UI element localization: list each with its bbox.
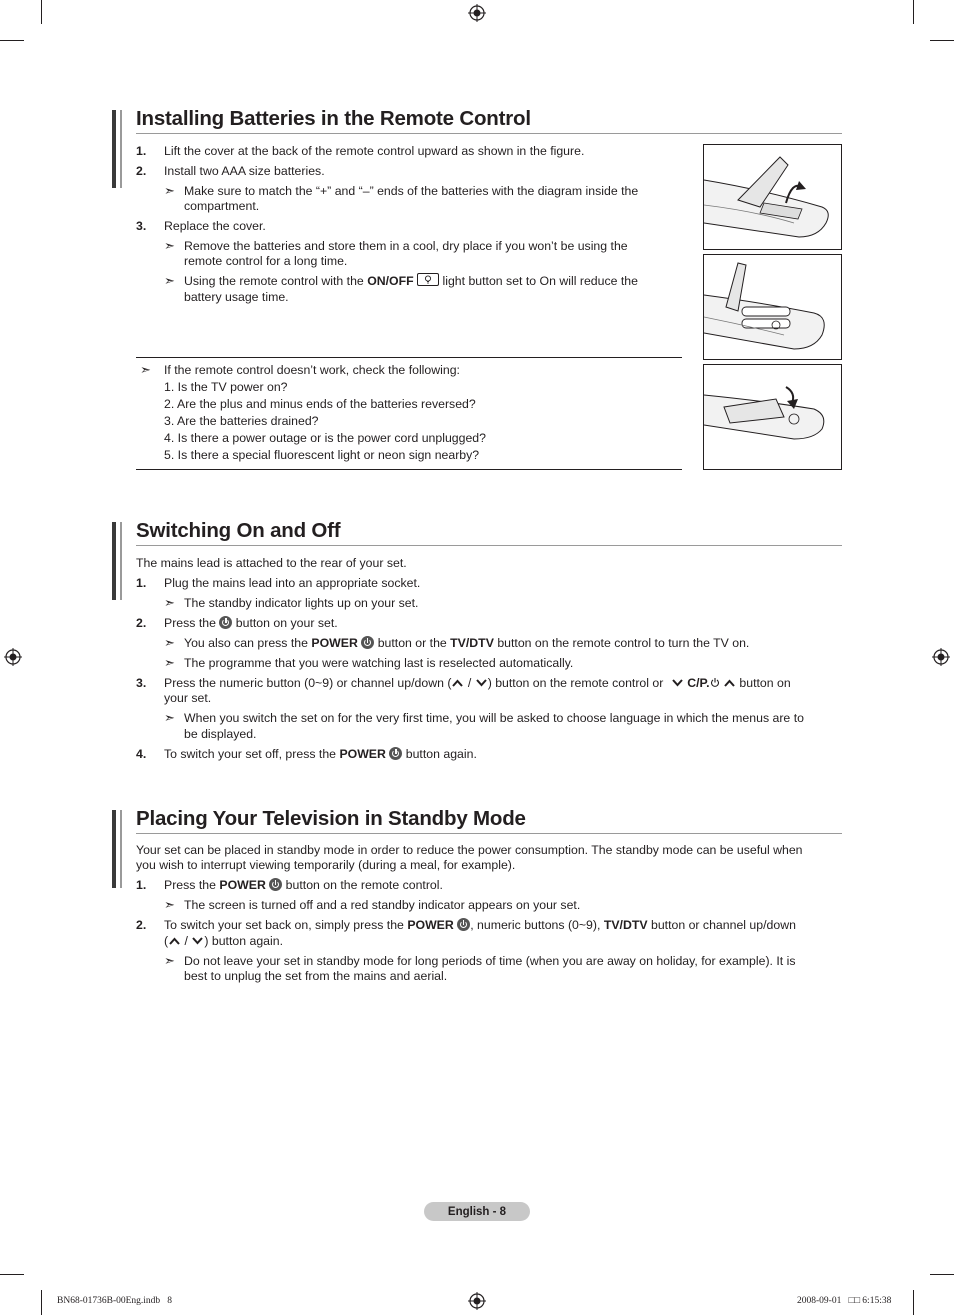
power-icon [361, 636, 374, 649]
chevron-down-icon [475, 678, 488, 688]
note-text: When you switch the set on for the very first time, you will be asked to choose language in which the menus are to [184, 711, 804, 725]
power-icon [269, 878, 282, 891]
step-number: 1. [136, 878, 147, 892]
step-number: 3. [136, 676, 147, 690]
step-text: Lift the cover at the back of the remote control upward as shown in the figure. [164, 144, 585, 158]
step-text-part: button on the remote control. [282, 878, 443, 892]
note-text-part: Using the remote control with the [184, 274, 368, 288]
step-text-part: , numeric buttons (0~9), [470, 918, 604, 932]
step-text-part: / [464, 676, 475, 690]
crop-mark [0, 1274, 24, 1275]
check-item: 4. Is there a power outage or is the power cord unplugged? [164, 431, 486, 445]
cp-label: C/P. [687, 676, 710, 690]
note-text: compartment. [184, 199, 260, 213]
note-arrow-icon: ➣ [164, 655, 175, 670]
step-text: your set. [164, 691, 212, 705]
step-text-part: ) button on the remote control or [487, 676, 667, 690]
title-rule [136, 833, 842, 834]
step-text-part: ) button again. [204, 934, 283, 948]
power-label: POWER [311, 636, 358, 650]
crop-mark [0, 40, 24, 41]
step-text [164, 877, 443, 893]
registration-mark-icon [468, 4, 486, 22]
note-text: The programme that you were watching last is reselected automatically. [184, 656, 574, 670]
step-number: 4. [136, 747, 147, 761]
power-icon [457, 918, 470, 931]
step-number: 1. [136, 576, 147, 590]
note-text: remote control for a long time. [184, 254, 348, 268]
title-rule [136, 545, 842, 546]
step-text [164, 933, 283, 949]
note-text: Remove the batteries and store them in a cool, dry place if you won’t be using the [184, 239, 628, 253]
step-text [164, 615, 338, 631]
crop-mark [41, 1290, 42, 1315]
chevron-down-icon [191, 936, 204, 946]
registration-mark-icon [932, 648, 950, 666]
note-arrow-icon: ➣ [164, 595, 175, 610]
onoff-label: ON/OFF [367, 274, 414, 288]
check-item: 2. Are the plus and minus ends of the batteries reversed? [164, 397, 476, 411]
note-text-part: light button set to On will reduce the [439, 274, 638, 288]
check-item: 3. Are the batteries drained? [164, 414, 319, 428]
section-bar [120, 522, 122, 600]
box-rule [136, 469, 682, 470]
step-text-part: button or channel up/down [647, 918, 796, 932]
step-text: Plug the mains lead into an appropriate socket. [164, 576, 421, 590]
intro-text: Your set can be placed in standby mode in order to reduce the power consumption. The standby mode can be useful when [136, 843, 803, 857]
step-text [164, 746, 477, 762]
note-arrow-icon: ➣ [164, 710, 175, 725]
note-text: Make sure to match the “+” and “–” ends of the batteries with the diagram inside the [184, 184, 639, 198]
section-bar [120, 110, 122, 188]
intro-text: you wish to interrupt viewing temporarily (during a meal, for example). [136, 858, 516, 872]
remote-figure-batteries [703, 254, 842, 360]
step-text-part: button on [735, 676, 791, 690]
step-text-part: To switch your set off, press the [164, 747, 340, 761]
section-title-standby: Placing Your Television in Standby Mode [136, 807, 526, 830]
step-text-part: ( [164, 934, 169, 948]
note-text: Do not leave your set in standby mode for long periods of time (when you are away on holiday, for example). It is [184, 954, 796, 968]
remote-figure-close-cover [703, 364, 842, 470]
note-text [184, 635, 749, 651]
step-text-part: To switch your set back on, simply press the [164, 918, 408, 932]
crop-mark [41, 0, 42, 24]
note-arrow-icon: ➣ [164, 953, 175, 968]
step-text [164, 917, 796, 933]
note-text: be displayed. [184, 727, 257, 741]
step-number: 3. [136, 219, 147, 233]
crop-mark [913, 0, 914, 24]
note-arrow-icon: ➣ [164, 897, 175, 912]
step-text-part: button again. [402, 747, 477, 761]
step-number: 1. [136, 144, 147, 158]
chevron-up-icon [723, 678, 736, 688]
step-text-part: Press the [164, 616, 220, 630]
tvdtv-label: TV/DTV [450, 636, 494, 650]
note-text: The standby indicator lights up on your set. [184, 596, 419, 610]
section-bar [112, 522, 116, 600]
section-title-batteries: Installing Batteries in the Remote Control [136, 107, 531, 130]
note-text: battery usage time. [184, 290, 289, 304]
note-text: best to unplug the set from the mains and aerial. [184, 969, 448, 983]
section-bar [120, 810, 122, 888]
power-icon [389, 747, 402, 760]
footer-file: BN68-01736B-00Eng.indb 8 [57, 1296, 173, 1306]
note-arrow-icon: ➣ [164, 238, 175, 253]
check-item: 1. Is the TV power on? [164, 380, 288, 394]
step-text-part: Press the numeric button (0~9) or channel up/down ( [164, 676, 452, 690]
registration-mark-icon [468, 1292, 486, 1310]
note-arrow-icon: ➣ [164, 635, 175, 650]
check-item: 5. Is there a special fluorescent light or neon sign nearby? [164, 448, 480, 462]
title-rule [136, 133, 842, 134]
intro-text: The mains lead is attached to the rear of your set. [136, 556, 407, 570]
chevron-down-icon [671, 678, 684, 688]
chevron-up-icon [451, 678, 464, 688]
remote-figure-open-cover [703, 144, 842, 250]
note-arrow-icon: ➣ [164, 183, 175, 198]
step-text-part: / [181, 934, 192, 948]
page-label: English - 8 [447, 1206, 507, 1218]
chevron-up-icon [168, 936, 181, 946]
box-rule [136, 357, 682, 358]
note-text-part: button or the [374, 636, 451, 650]
step-number: 2. [136, 164, 147, 178]
step-text: Install two AAA size batteries. [164, 164, 325, 178]
power-label: POWER [339, 747, 386, 761]
note-text [184, 273, 638, 289]
crop-mark [930, 1274, 954, 1275]
note-arrow-icon: ➣ [140, 362, 151, 377]
section-bar [112, 810, 116, 888]
step-text: Replace the cover. [164, 219, 266, 233]
note-text: The screen is turned off and a red standby indicator appears on your set. [184, 898, 581, 912]
crop-mark [930, 40, 954, 41]
registration-mark-icon [4, 648, 22, 666]
step-text-part: Press the [164, 878, 220, 892]
light-button-icon [417, 273, 439, 286]
step-text-part: button on your set. [232, 616, 338, 630]
power-icon [219, 616, 232, 629]
tvdtv-label: TV/DTV [603, 918, 648, 932]
section-bar [112, 110, 116, 188]
power-label: POWER [407, 918, 454, 932]
note-arrow-icon: ➣ [164, 273, 175, 288]
power-symbol-icon [710, 677, 720, 688]
section-title-switching: Switching On and Off [136, 519, 341, 542]
step-number: 2. [136, 918, 147, 932]
power-label: POWER [219, 878, 266, 892]
footer-timestamp: 2008-09-01 □□ 6:15:38 [797, 1296, 892, 1306]
note-text-part: You also can press the [184, 636, 312, 650]
crop-mark [913, 1290, 914, 1315]
check-intro: If the remote control doesn’t work, check the following: [164, 363, 460, 377]
step-text [164, 675, 791, 691]
note-text-part: button on the remote control to turn the TV on. [493, 636, 750, 650]
step-number: 2. [136, 616, 147, 630]
